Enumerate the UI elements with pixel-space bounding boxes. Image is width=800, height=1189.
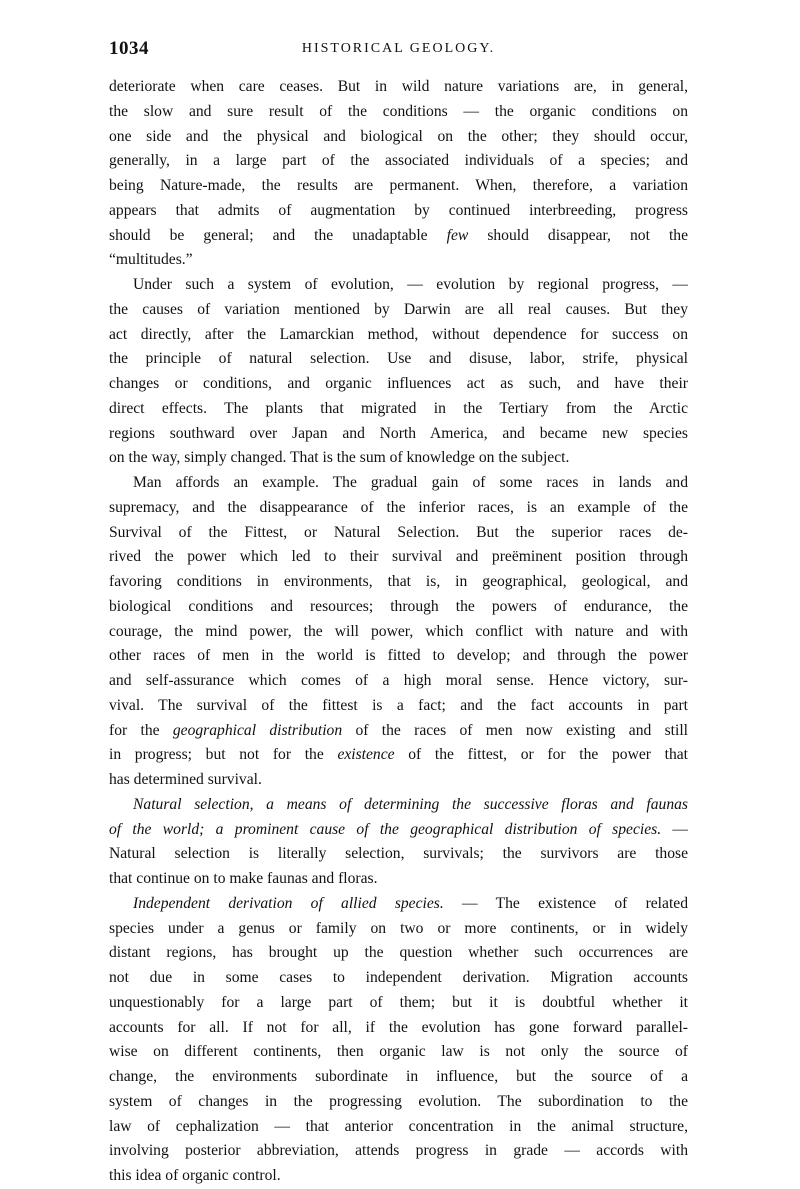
text-line: [109, 149, 688, 174]
line-text: Natural selection is literally selection, survivals; the survivors are those: [109, 845, 688, 863]
line-text: act directly, after the Lamarckian method, without dependence for success on: [109, 325, 688, 343]
text-line: [109, 75, 688, 100]
italic-text: Independent derivation of allied species.: [133, 894, 444, 912]
line-text: unquestionably for a large part of them; but it is doubtful whether it: [109, 993, 688, 1011]
text-line: [109, 694, 688, 719]
text-line: [109, 719, 688, 744]
text-line: [109, 1090, 688, 1115]
text-line: [109, 248, 688, 273]
line-text: Under such a system of evolution, — evolution by regional progress, —: [133, 276, 688, 293]
text-line: [109, 570, 688, 595]
text-line: [109, 644, 688, 669]
line-text: vival. The survival of the fittest is a fact; and the fact accounts in part: [109, 696, 688, 714]
line-text: wise on different continents, then organic law is not only the source of: [109, 1043, 688, 1061]
running-head: HISTORICAL GEOLOGY.: [301, 41, 496, 56]
line-text-after: —: [661, 820, 688, 838]
text-line: [109, 347, 688, 372]
body-text: [109, 75, 688, 1189]
line-text: appears that admits of augmentation by continued interbreeding, progress: [109, 201, 688, 219]
line-text: changes or conditions, and organic influences act as such, and have their: [109, 375, 688, 392]
line-text: in progress; but not for the: [109, 746, 338, 764]
text-line: [109, 793, 688, 818]
text-line: [109, 595, 688, 620]
text-line: [109, 521, 688, 546]
text-line: [109, 496, 688, 521]
page-number: 1034: [109, 38, 149, 59]
italic-text: Natural selection, a means of determining the successive floras and faunas: [133, 795, 688, 813]
text-line: [109, 743, 688, 768]
text-line: [109, 892, 688, 917]
line-text: this idea of organic control.: [109, 1167, 281, 1184]
line-text: generally, in a large part of the associated individuals of a species; and: [109, 152, 688, 170]
text-line: [109, 397, 688, 422]
text-line: [109, 966, 688, 991]
line-text: the slow and sure result of the conditions — the organic conditions on: [109, 102, 688, 120]
text-line: [109, 917, 688, 942]
text-line: [109, 1115, 688, 1140]
italic-text: existence: [337, 746, 395, 764]
text-line: [109, 1139, 688, 1164]
line-text: biological conditions and resources; through the powers of endurance, the: [109, 597, 688, 615]
line-text: Survival of the Fittest, or Natural Selection. But the superior races de-: [109, 523, 688, 541]
text-line: [109, 1016, 688, 1041]
line-text: supremacy, and the disappearance of the inferior races, is an example of the: [109, 498, 688, 516]
text-line: [109, 669, 688, 694]
text-line: [109, 125, 688, 150]
italic-text: few: [446, 226, 469, 244]
line-text: that continue on to make faunas and floras.: [109, 870, 378, 887]
text-line: [109, 842, 688, 867]
text-line: [109, 941, 688, 966]
line-text: distant regions, has brought up the question whether such occurrences are: [109, 944, 688, 962]
line-text-after: — The existence of related: [443, 894, 688, 912]
line-text-after: of the races of men now existing and still: [342, 721, 689, 739]
text-line: [109, 298, 688, 323]
line-text: the principle of natural selection. Use and disuse, labor, strife, physical: [109, 350, 688, 368]
line-text: accounts for all. If not for all, if the evolution has gone forward parallel-: [109, 1018, 688, 1036]
text-line: [109, 545, 688, 570]
text-line: [109, 867, 688, 892]
text-line: [109, 768, 688, 793]
line-text-after: of the fittest, or for the power that: [394, 746, 688, 764]
line-text: and self-assurance which comes of a high moral sense. Hence victory, sur-: [109, 672, 688, 689]
text-line: [109, 323, 688, 348]
text-line: [109, 446, 688, 471]
text-line: [109, 372, 688, 397]
text-line: [109, 1065, 688, 1090]
text-line: [109, 273, 688, 298]
line-text: one side and the physical and biological on the other; they should occur,: [109, 127, 688, 145]
text-line: [109, 422, 688, 447]
line-text: species under a genus or family on two or more continents, or in widely: [109, 919, 688, 937]
line-text: direct effects. The plants that migrated in the Tertiary from the Arctic: [109, 399, 688, 417]
line-text: change, the environments subordinate in influence, but the source of a: [109, 1068, 688, 1085]
line-text: courage, the mind power, the will power, which conflict with nature and with: [109, 622, 688, 640]
text-line: [109, 100, 688, 125]
line-text: involving posterior abbreviation, attends progress in grade — accords with: [109, 1142, 688, 1160]
line-text: being Nature-made, the results are permanent. When, therefore, a variation: [109, 177, 688, 194]
line-text: system of changes in the progressing evolution. The subordination to the: [109, 1092, 688, 1110]
line-text: favoring conditions in environments, that is, in geographical, geological, and: [109, 573, 688, 590]
text-line: [109, 620, 688, 645]
text-line: [109, 224, 688, 249]
line-text: should be general; and the unadaptable: [109, 226, 447, 244]
line-text: Man affords an example. The gradual gain of some races in lands and: [133, 474, 688, 491]
text-line: [109, 991, 688, 1016]
page-header: [109, 38, 688, 62]
line-text: for the: [109, 721, 173, 739]
line-text: not due in some cases to independent derivation. Migration accounts: [109, 969, 688, 986]
line-text: rived the power which led to their survival and preëminent position through: [109, 548, 688, 566]
text-line: [109, 1164, 688, 1189]
line-text: deteriorate when care ceases. But in wild nature variations are, in general,: [109, 78, 688, 95]
text-line: [109, 471, 688, 496]
text-line: [109, 818, 688, 843]
line-text: other races of men in the world is fitted to develop; and through the power: [109, 647, 688, 665]
line-text: has determined survival.: [109, 771, 262, 788]
line-text: regions southward over Japan and North America, and became new species: [109, 424, 688, 442]
italic-text: geographical distribution: [172, 721, 343, 739]
text-line: [109, 1040, 688, 1065]
line-text: the causes of variation mentioned by Darwin are all real causes. But they: [109, 300, 688, 318]
italic-text: of the world; a prominent cause of the geographical distribution of species.: [109, 820, 662, 838]
line-text: on the way, simply changed. That is the sum of knowledge on the subject.: [109, 449, 570, 467]
text-line: [109, 199, 688, 224]
text-line: [109, 174, 688, 199]
line-text: “multitudes.”: [109, 251, 193, 269]
line-text: law of cephalization — that anterior concentration in the animal structure,: [109, 1117, 688, 1135]
line-text-after: should disappear, not the: [468, 226, 688, 244]
